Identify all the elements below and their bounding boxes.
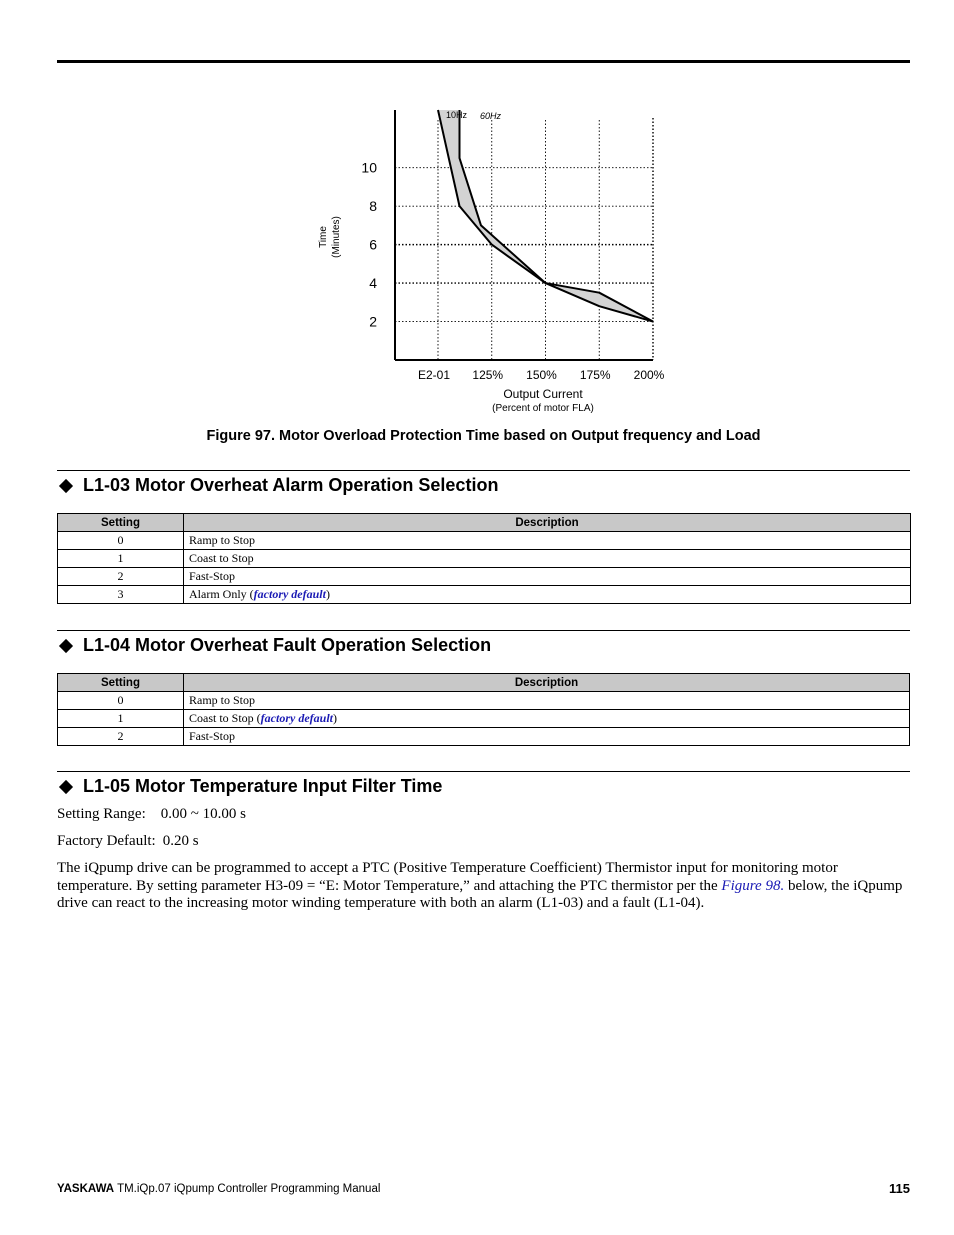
l1-04-table — [57, 673, 910, 746]
table-row — [58, 710, 910, 728]
diamond-bullet-icon — [59, 479, 73, 493]
x-tick-label: 200% — [633, 368, 665, 382]
section-title: L1-03 Motor Overheat Alarm Operation Selection — [83, 475, 499, 495]
description-cell: Fast-Stop — [184, 728, 910, 746]
l1-03-table — [57, 513, 911, 604]
description-cell: Ramp to Stop — [184, 692, 910, 710]
x-axis-label: Output Current — [503, 387, 583, 401]
table-row — [58, 532, 911, 550]
description-cell: Alarm Only (factory default) — [184, 586, 911, 604]
table-row — [58, 692, 910, 710]
footer-brand: YASKAWA — [57, 1183, 115, 1195]
description-cell: Coast to Stop — [184, 550, 911, 568]
setting-range-value: 0.00 ~ 10.00 s — [160, 806, 246, 822]
figure-caption: Figure 97. Motor Overload Protection Time based on Output frequency and Load — [206, 428, 761, 444]
x-tick-label: 150% — [526, 368, 557, 382]
description-paragraph: The iQpump drive can be programmed to accept a PTC (Positive Temperature Coefficient) Thermistor input for monitoring motor temperature. By setting parameter H3-09 = “E: Motor Temperature,” and attaching the PTC thermistor per the Figure 98. below, the iQpump drive can react to the increasing motor winding temperature with both an alarm (L1-03) and a fault (L1-04). — [57, 860, 903, 911]
series-label-10hz: 10Hz — [446, 110, 468, 120]
section-title: L1-05 Motor Temperature Input Filter Time — [83, 776, 443, 796]
setting-cell: 0 — [58, 532, 184, 550]
diamond-bullet-icon — [59, 780, 73, 794]
description-cell: Coast to Stop (factory default) — [184, 710, 910, 728]
x-tick-label: E2-01 — [417, 368, 451, 382]
description-cell: Fast-Stop — [184, 568, 911, 586]
footer-manual: TM.iQp.07 iQpump Controller Programming Manual — [114, 1183, 381, 1195]
y-tick-label: 8 — [369, 198, 377, 215]
setting-header: Setting — [58, 514, 184, 532]
y-tick-labels — [361, 160, 377, 330]
y-tick-label: 6 — [369, 236, 377, 253]
section-title: L1-04 Motor Overheat Fault Operation Selection — [83, 635, 492, 655]
setting-cell: 2 — [58, 728, 184, 746]
setting-range — [57, 806, 910, 824]
footer-manual-title — [57, 1183, 380, 1195]
setting-cell: 0 — [58, 692, 184, 710]
y-tick-label: 4 — [369, 275, 377, 292]
factory-default-value: 0.20 s — [162, 833, 199, 849]
chart-grid — [395, 118, 653, 360]
series-line-60hz — [460, 110, 654, 322]
setting-cell: 1 — [58, 550, 184, 568]
table-row — [58, 550, 911, 568]
setting-header: Setting — [58, 674, 184, 692]
section-heading-l1-04 — [57, 630, 910, 656]
factory-default-tag: factory default — [260, 711, 333, 725]
table-row — [58, 586, 911, 604]
table-row — [58, 728, 910, 746]
description-header: Description — [184, 514, 911, 532]
table-row — [58, 568, 911, 586]
series-label-60hz: 60Hz — [480, 111, 502, 121]
description-header: Description — [184, 674, 910, 692]
setting-cell: 2 — [58, 568, 184, 586]
factory-default — [57, 833, 910, 851]
x-axis-sublabel: (Percent of motor FLA) — [492, 403, 594, 414]
factory-default-label: Factory Default: — [57, 833, 156, 849]
x-tick-label: 175% — [579, 368, 611, 382]
x-tick-labels — [418, 368, 665, 382]
y-tick-label: 10 — [361, 159, 377, 176]
section-heading-l1-03 — [57, 470, 910, 496]
setting-cell: 1 — [58, 710, 184, 728]
y-axis-sublabel: (Minutes) — [331, 216, 342, 258]
figure-98-link[interactable]: Figure 98. — [721, 877, 785, 894]
overload-chart — [300, 100, 680, 420]
diamond-bullet-icon — [59, 639, 73, 653]
description-cell: Ramp to Stop — [184, 532, 911, 550]
page-number: 115 — [889, 1181, 910, 1196]
section-heading-l1-05 — [57, 771, 910, 797]
y-axis-label: Time — [318, 226, 329, 248]
x-tick-label: 125% — [472, 368, 504, 382]
factory-default-tag: factory default — [253, 587, 326, 601]
setting-cell: 3 — [58, 586, 184, 604]
setting-range-label: Setting Range: — [57, 806, 146, 822]
top-rule — [57, 60, 910, 63]
y-tick-label: 2 — [369, 313, 377, 330]
